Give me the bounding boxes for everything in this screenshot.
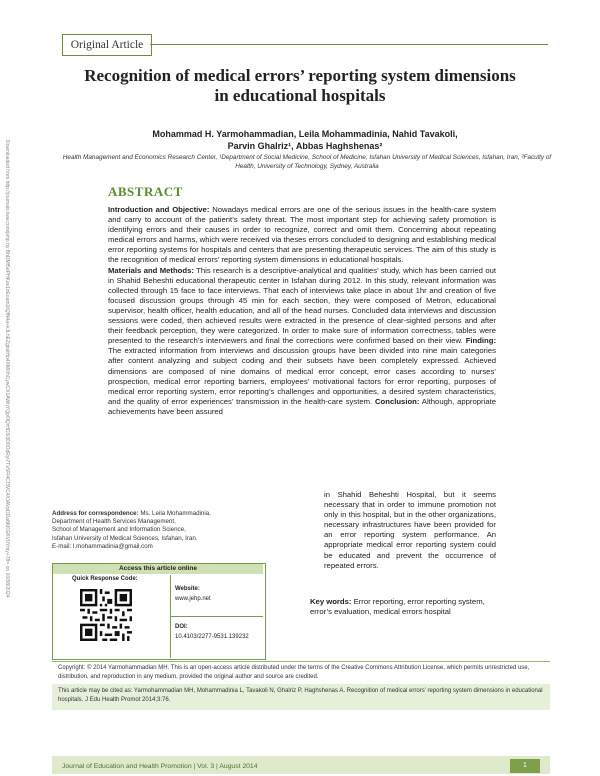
copyright-rule: [52, 661, 550, 662]
conclusion-continued: in Shahid Beheshti Hospital, but it seems necessary that in order to immune promotion not only in this hospital, but in the other organizations, necessary infrastructures have been provided for an error reporting system performance. An appropriate medical error reporting system could be educated and prevent the occurrence of repeated errors.: [324, 490, 496, 570]
journal-footer: Journal of Education and Health Promotion | Vol. 3 | August 2014: [62, 763, 258, 770]
abstract-body: [108, 205, 496, 417]
correspondence-email[interactable]: E-mail: l.mohammadinia@gmail.com: [52, 542, 153, 550]
header-rule: [150, 44, 548, 45]
authors: [110, 128, 500, 152]
correspondence-line-2: School of Management and Information Science,: [52, 526, 186, 534]
authors-line-2: Parvin Ghalriz¹, Abbas Haghshenas²: [227, 141, 383, 151]
copyright-notice: Copyright: © 2014 Yarmohammadian MH. This is an open-access article distributed under the terms of the Creative Commons Attribution License, which permits unrestricted use, distribution, and reproduction in any medium, provided the original author and source are credited.: [58, 665, 530, 680]
article-title: [40, 66, 560, 106]
intro-text: Nowadays medical errors are one of the serious issues in the health-care system and carry to account of the patient’s safety threat. The most important step for achieving safety promotion is identifying errors and their causes in order to recognize, correct and omit them. Concerning about repeating medical errors and harms, which were received via theses errors concluded to designing and establishing medical error reporting systems for hospitals and centers that are presenting therapeutic services. The aim of this study is the recognition of medical errors’ reporting system dimensions in educational hospitals.: [108, 205, 496, 265]
finding-label: Finding:: [465, 336, 496, 346]
conclusion-label: Conclusion:: [375, 396, 420, 406]
title-line-2: in educational hospitals: [214, 86, 386, 105]
access-box-divider-h: [171, 616, 263, 617]
qr-code-icon[interactable]: [80, 589, 132, 641]
website-label: Website:: [175, 586, 200, 592]
website-link[interactable]: www.jehp.net: [175, 596, 211, 602]
methods-label: Materials and Methods:: [108, 265, 194, 275]
abstract-heading: ABSTRACT: [108, 184, 183, 199]
methods-text: This research is a descriptive-analytical and qualities’ study, which has been carried out in Shahid Beheshti educational therapeutic center in Isfahan during 2012. In this study, relevant information was collected through 15 face to face interviews. That each of interviews take place in about 1hr and creation of five focused discussion groups through 45 min for each section, they were composed of Metron, educational supervisor, health officer, health education, and all of the head nurses. Concluded data interviews and discussion sessions were coded, then achieved results were extracted in the presence of clear-sighted persons and after their feedback perception, they were categorized. In order to make sure of information correctness, tables were presented to the research’s interviewers and final the corrections were confirmed based on their view.: [108, 265, 497, 346]
title-line-1: Recognition of medical errors’ reporting system dimensions: [84, 66, 516, 85]
correspondence-label: Address for correspondence:: [52, 510, 139, 517]
keywords-text: Error reporting, error reporting system, error’s evaluation, medical errors hospital: [310, 597, 485, 617]
correspondence-line-1: Department of Health Services Management,: [52, 518, 176, 526]
download-watermark-text: Downloaded from http://journals.lww.com/jehp by BhDMf5ePHKav1zEoum1tQfN4a+kJLhEZgbsIHo4XMi0hCywCX1AWnYQp/IlQrHD3i3D0OdRyi7TvSFl4Cf3VC4/OAVpDDa8KKGKV0Ymy+78= on 10/08/2024: [4, 140, 10, 598]
finding-text: The extracted information from interviews and discussion groups have been divided into nine main categories after content analyzing and subject coding and their subsets have been completely expressed. Achieved dimensions are composed of nine domains of medical error concept, error cases according to nurses’ prospection, medical error reporting barriers, employees’ motivational factors for error reporting, purposes of medical error reporting system, error reporting’s challenges and opportunities, a desired system characteristics, and the quality of error experiences’ transmission in the health-care system.: [108, 346, 496, 406]
affiliations: Health Management and Economics Research Center, ¹Department of Social Medicine, School of Medicine, Isfahan University of Medical Sciences, Isfahan, Iran, ²Faculty of Health, University of Technology, Sydney, Australia: [62, 154, 552, 170]
correspondence-name: Ms. Leila Mohammadinia,: [138, 510, 211, 517]
keywords-label: Key words:: [310, 597, 352, 606]
authors-line-1: Mohammad H. Yarmohammadian, Leila Mohammadinia, Nahid Tavakoli,: [152, 129, 458, 139]
correspondence-line-3: Isfahan University of Medical Sciences, Isfahan, Iran.: [52, 534, 198, 542]
keywords: [310, 597, 496, 617]
doi-label: DOI:: [175, 624, 188, 630]
page-number: 1: [510, 759, 540, 773]
qr-label: Quick Response Code:: [72, 576, 138, 582]
correspondence-block: [52, 510, 264, 551]
doi-link[interactable]: 10.4103/2277-9531.139232: [175, 634, 249, 640]
access-box-header: Access this article online: [53, 564, 263, 574]
intro-label: Introduction and Objective:: [108, 205, 210, 214]
download-watermark: [4, 140, 40, 598]
citation-text: This article may be cited as: Yarmohammadian MH, Mohammadinia L, Tavakoli N, Ghalriz P, Haghshenas A. Recognition of medical errors’ reporting system dimensions in educational hospitals. J Edu Health Promot 2014;3:76.: [58, 688, 543, 703]
conclusion-start: Although, appropriate achievements have been assured: [108, 396, 497, 416]
article-type-badge: Original Article: [62, 34, 152, 56]
